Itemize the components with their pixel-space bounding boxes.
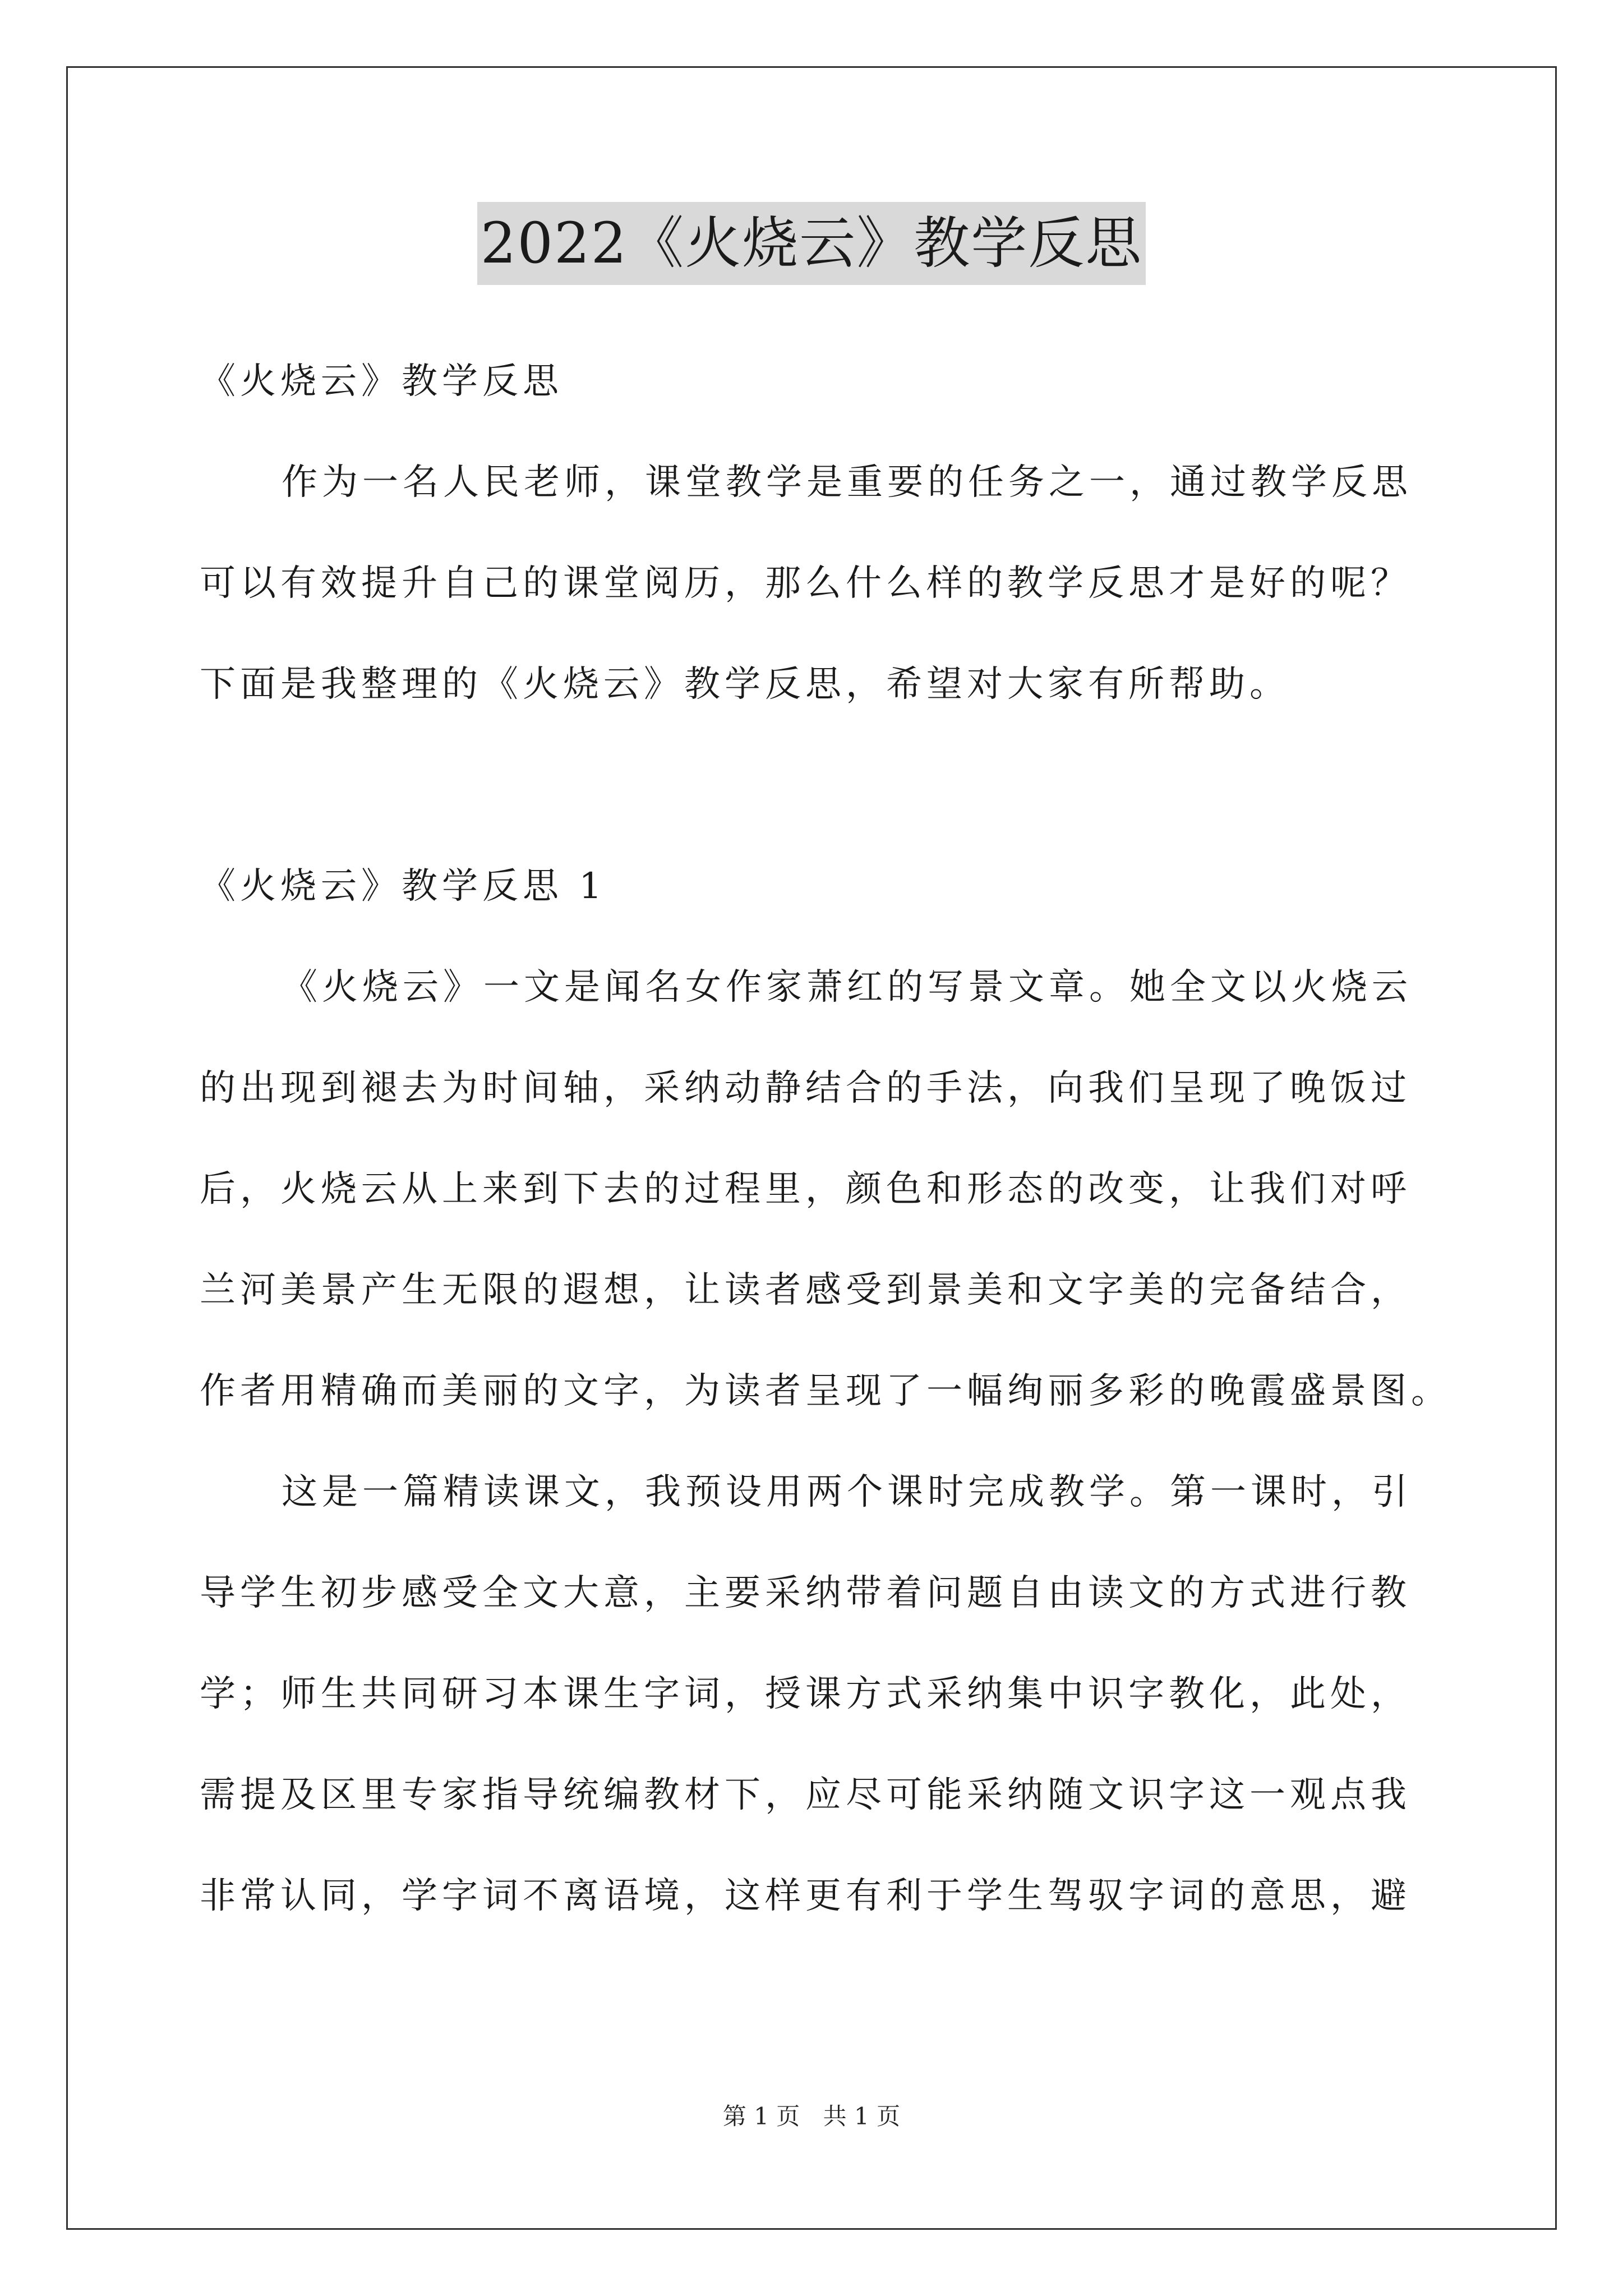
intro-line: 下面是我整理的《火烧云》教学反思，希望对大家有所帮助。 — [200, 664, 1290, 705]
paragraph-line: 导学生初步感受全文大意，主要采纳带着问题自由读文的方式进行教 — [200, 1572, 1411, 1614]
subtitle: 《火烧云》教学反思 — [200, 361, 563, 402]
page-number: 第 1 页 — [722, 2102, 800, 2130]
document-body — [200, 331, 1456, 1947]
paragraph-line: 学；师生共同研习本课生字词，授课方式采纳集中识字教化，此处， — [200, 1673, 1411, 1715]
paragraph-line: 需提及区里专家指导统编教材下，应尽可能采纳随文识字这一观点我 — [200, 1774, 1411, 1816]
page-footer — [0, 2098, 1623, 2132]
intro-line: 可以有效提升自己的课堂阅历，那么什么样的教学反思才是好的呢？ — [200, 563, 1411, 604]
page-total: 共 1 页 — [823, 2102, 901, 2130]
paragraph-line: 《火烧云》一文是闻名女作家萧红的写景文章。她全文以火烧云 — [282, 967, 1412, 1008]
section-heading: 《火烧云》教学反思 1 — [200, 866, 607, 907]
title-container — [0, 202, 1623, 285]
paragraph-line: 后，火烧云从上来到下去的过程里，颜色和形态的改变，让我们对呼 — [200, 1168, 1411, 1210]
paragraph-line: 作者用精确而美丽的文字，为读者呈现了一幅绚丽多彩的晚霞盛景图。 — [200, 1370, 1451, 1412]
paragraph-line: 的出现到褪去为时间轴，采纳动静结合的手法，向我们呈现了晚饭过 — [200, 1068, 1411, 1109]
blank-line — [200, 735, 1456, 836]
document-title: 2022《火烧云》教学反思 — [477, 202, 1146, 285]
paragraph-line: 这是一篇精读课文，我预设用两个课时完成教学。第一课时，引 — [282, 1471, 1412, 1513]
intro-line: 作为一名人民老师，课堂教学是重要的任务之一，通过教学反思 — [282, 462, 1412, 503]
paragraph-line: 兰河美景产生无限的遐想，让读者感受到景美和文字美的完备结合， — [200, 1269, 1411, 1311]
paragraph-line: 非常认同，学字词不离语境，这样更有利于学生驾驭字词的意思，避 — [200, 1875, 1411, 1917]
